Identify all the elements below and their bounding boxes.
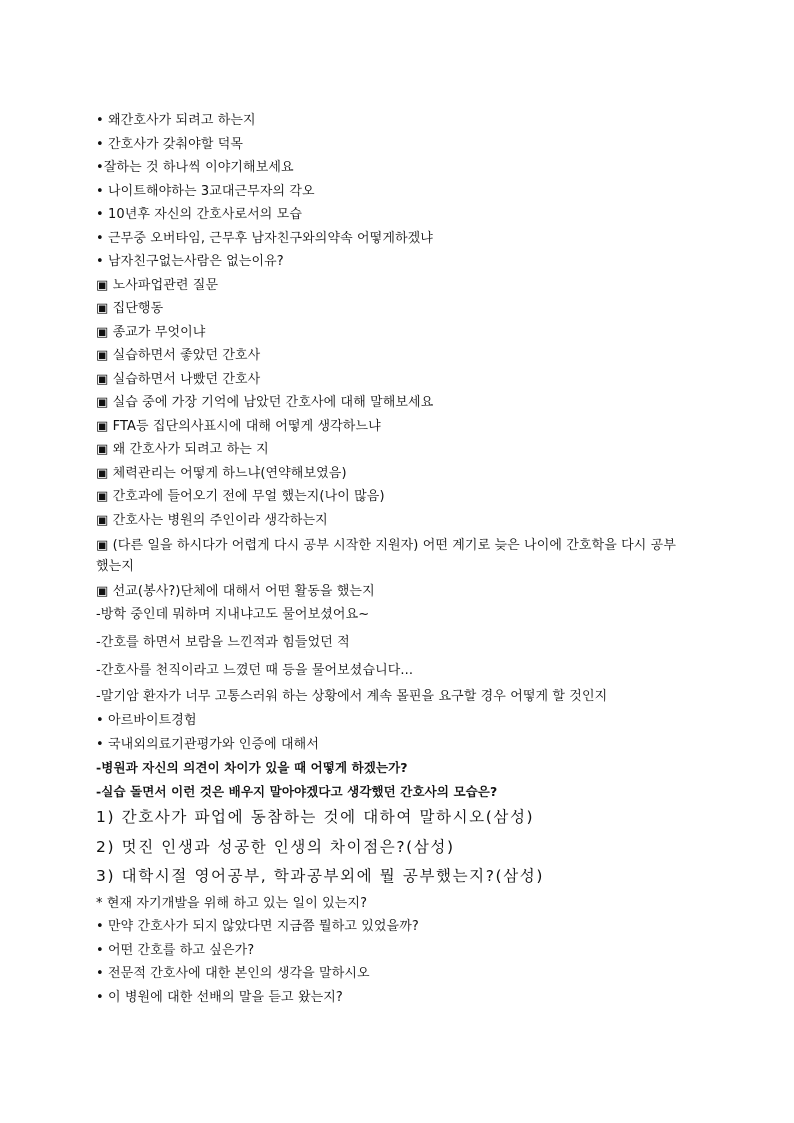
list-item: •잘하는 것 하나씩 이야기해보세요: [96, 160, 294, 175]
list-item: -방학 중인데 뭐하며 지내냐고도 물어보셨어요~: [96, 607, 370, 622]
list-item: 3) 대학시절 영어공부, 학과공부외에 뭘 공부했는지?(삼성): [96, 867, 544, 885]
list-item: • 어떤 간호를 하고 싶은가?: [96, 942, 255, 958]
list-item: ▣ (다른 일을 하시다가 어렵게 다시 공부 시작한 지원자) 어떤 계기로 늦은 나이에 간호학을 다시 공부했는지: [96, 538, 676, 574]
list-item: • 왜간호사가 되려고 하는지: [96, 113, 256, 128]
list-item: ▣ 종교가 무엇이냐: [96, 324, 206, 340]
list-item: ▣ 실습하면서 좋았던 간호사: [96, 348, 261, 363]
list-item: -말기암 환자가 너무 고통스러워 하는 상황에서 계속 몰핀을 요구할 경우 어떻게 할 것인지: [96, 688, 608, 704]
list-item: • 간호사가 갖춰야할 덕목: [96, 136, 244, 152]
list-item: • 전문적 간호사에 대한 본인의 생각을 말하시오: [96, 966, 370, 981]
list-item: -간호를 하면서 보람을 느낀적과 힘들었던 적: [96, 635, 350, 650]
question-list: [96, 112, 676, 1012]
list-item: 2) 멋진 인생과 성공한 인생의 차이점은?(삼성): [96, 837, 455, 856]
list-item: -병원과 자신의 의견이 차이가 있을 때 어떻게 하겠는가?: [96, 760, 408, 775]
list-item: -실습 돌면서 이런 것은 배우지 말아야겠다고 생각했던 간호사의 모습은?: [96, 783, 498, 799]
list-item: ▣ 간호과에 들어오기 전에 무얼 했는지(나이 많음): [96, 489, 385, 504]
list-item: • 이 병원에 대한 선배의 말을 듣고 왔는지?: [96, 989, 343, 1005]
list-item: • 만약 간호사가 되지 않았다면 지금쯤 뭘하고 있었을까?: [96, 919, 419, 934]
list-item: ▣ 왜 간호사가 되려고 하는 지: [96, 442, 269, 457]
list-item: ▣ 실습하면서 나빴던 간호사: [96, 371, 261, 387]
list-item: -간호사를 천직이라고 느꼈던 때 등을 물어보셨습니다...: [96, 663, 414, 678]
list-item: ▣ 선교(봉사?)단체에 대해서 어떤 활동을 했는지: [96, 583, 375, 599]
list-item: ▣ 노사파업관련 질문: [96, 277, 219, 293]
list-item: 1) 간호사가 파업에 동참하는 것에 대하여 말하시오(삼성): [96, 808, 535, 826]
list-item: • 근무중 오버타임, 근무후 남자친구와의약속 어떻게하겠냐: [96, 230, 433, 246]
list-item: ▣ 간호사는 병원의 주인이라 생각하는지: [96, 512, 328, 528]
list-item: • 나이트해야하는 3교대근무자의 각오: [96, 183, 315, 199]
list-item: * 현재 자기개발을 위해 하고 있는 일이 있는지?: [96, 895, 368, 911]
list-item: • 10년후 자신의 간호사로서의 모습: [96, 207, 302, 222]
list-item: ▣ 집단행동: [96, 301, 164, 316]
list-item: ▣ FTA등 집단의사표시에 대해 어떻게 생각하느냐: [96, 418, 381, 434]
list-item: • 아르바이트경험: [96, 713, 197, 728]
list-item: • 남자친구없는사람은 없는이유?: [96, 254, 284, 269]
list-item: ▣ 체력관리는 어떻게 하느냐(연약해보였음): [96, 465, 347, 481]
list-item: ▣ 실습 중에 가장 기억에 남았던 간호사에 대해 말해보세요: [96, 395, 434, 410]
list-item: • 국내외의료기관평가와 인증에 대해서: [96, 736, 319, 752]
